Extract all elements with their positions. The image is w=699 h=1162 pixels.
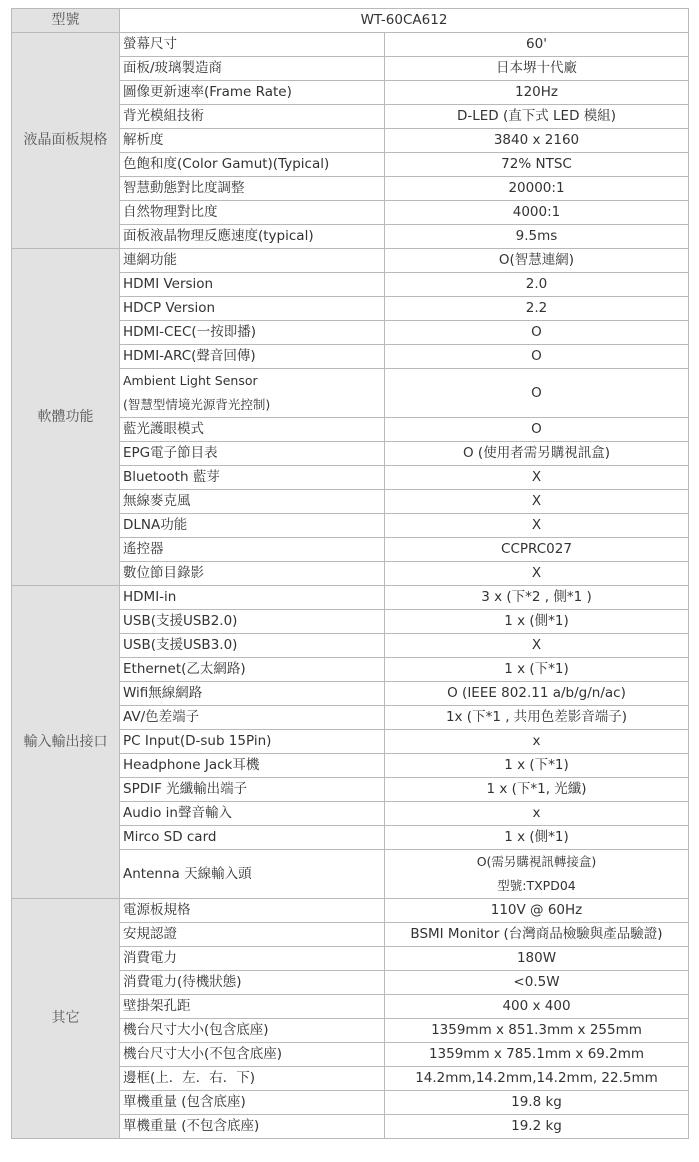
spec-value: X bbox=[385, 634, 689, 658]
spec-label bbox=[120, 369, 385, 418]
spec-label: 螢幕尺寸 bbox=[120, 33, 385, 57]
spec-row bbox=[12, 899, 689, 923]
spec-label: AV/色差端子 bbox=[120, 706, 385, 730]
spec-value: 1 x (側*1) bbox=[385, 826, 689, 850]
spec-label: 藍光護眼模式 bbox=[120, 418, 385, 442]
spec-label: Audio in聲音輸入 bbox=[120, 802, 385, 826]
spec-value: 日本堺十代廠 bbox=[385, 57, 689, 81]
spec-value: D-LED (直下式 LED 模組) bbox=[385, 105, 689, 129]
spec-value: O bbox=[385, 418, 689, 442]
spec-value: 1 x (下*1) bbox=[385, 754, 689, 778]
spec-value: 4000:1 bbox=[385, 201, 689, 225]
spec-label: HDMI-ARC(聲音回傳) bbox=[120, 345, 385, 369]
spec-value: 9.5ms bbox=[385, 225, 689, 249]
spec-value: O(智慧連網) bbox=[385, 249, 689, 273]
spec-label: 壁掛架孔距 bbox=[120, 995, 385, 1019]
spec-label: DLNA功能 bbox=[120, 514, 385, 538]
spec-value: O bbox=[385, 345, 689, 369]
model-number: WT-60CA612 bbox=[120, 9, 689, 33]
spec-label: 單機重量 (不包含底座) bbox=[120, 1115, 385, 1139]
spec-label: 邊框(上．左．右．下) bbox=[120, 1067, 385, 1091]
spec-value: X bbox=[385, 514, 689, 538]
spec-value: O bbox=[385, 369, 689, 418]
spec-label-line: Ambient Light Sensor bbox=[123, 373, 258, 388]
spec-label: Wifi無線網路 bbox=[120, 682, 385, 706]
spec-label: 自然物理對比度 bbox=[120, 201, 385, 225]
spec-table-body bbox=[12, 9, 689, 1139]
spec-value: 19.2 kg bbox=[385, 1115, 689, 1139]
spec-value: BSMI Monitor (台灣商品檢驗與產品驗證) bbox=[385, 923, 689, 947]
spec-value: 14.2mm,14.2mm,14.2mm, 22.5mm bbox=[385, 1067, 689, 1091]
spec-value: O (使用者需另購視訊盒) bbox=[385, 442, 689, 466]
spec-label: 背光模組技術 bbox=[120, 105, 385, 129]
spec-label: 無線麥克風 bbox=[120, 490, 385, 514]
spec-value: 1359mm x 851.3mm x 255mm bbox=[385, 1019, 689, 1043]
spec-row bbox=[12, 33, 689, 57]
spec-sheet bbox=[11, 8, 688, 1139]
spec-label: HDMI Version bbox=[120, 273, 385, 297]
spec-value: 1 x (下*1) bbox=[385, 658, 689, 682]
spec-value-line: O(需另購視訊轉接盒) bbox=[476, 854, 597, 869]
spec-label: Headphone Jack耳機 bbox=[120, 754, 385, 778]
spec-label: 安規認證 bbox=[120, 923, 385, 947]
spec-label: 消費電力(待機狀態) bbox=[120, 971, 385, 995]
spec-row bbox=[12, 249, 689, 273]
spec-value: O (IEEE 802.11 a/b/g/n/ac) bbox=[385, 682, 689, 706]
model-label: 型號 bbox=[12, 9, 120, 33]
spec-value: 1x (下*1 , 共用色差影音端子) bbox=[385, 706, 689, 730]
spec-label: 電源板規格 bbox=[120, 899, 385, 923]
spec-label: 智慧動態對比度調整 bbox=[120, 177, 385, 201]
spec-value-line: 型號:TXPD04 bbox=[497, 878, 576, 893]
spec-value: 19.8 kg bbox=[385, 1091, 689, 1115]
spec-label: HDCP Version bbox=[120, 297, 385, 321]
spec-value: 110V @ 60Hz bbox=[385, 899, 689, 923]
spec-value: CCPRC027 bbox=[385, 538, 689, 562]
spec-value: 2.0 bbox=[385, 273, 689, 297]
spec-label: 機台尺寸大小(包含底座) bbox=[120, 1019, 385, 1043]
spec-label: 圖像更新速率(Frame Rate) bbox=[120, 81, 385, 105]
spec-value: x bbox=[385, 730, 689, 754]
spec-label: Bluetooth 藍芽 bbox=[120, 466, 385, 490]
spec-value: 72% NTSC bbox=[385, 153, 689, 177]
spec-value: 1359mm x 785.1mm x 69.2mm bbox=[385, 1043, 689, 1067]
spec-value: 3840 x 2160 bbox=[385, 129, 689, 153]
section-category: 軟體功能 bbox=[12, 249, 120, 586]
spec-value: O bbox=[385, 321, 689, 345]
spec-label: 遙控器 bbox=[120, 538, 385, 562]
spec-label: 單機重量 (包含底座) bbox=[120, 1091, 385, 1115]
spec-label: Mirco SD card bbox=[120, 826, 385, 850]
spec-label: 消費電力 bbox=[120, 947, 385, 971]
spec-label: EPG電子節目表 bbox=[120, 442, 385, 466]
spec-table bbox=[11, 8, 689, 1139]
spec-value: 400 x 400 bbox=[385, 995, 689, 1019]
spec-value: 20000:1 bbox=[385, 177, 689, 201]
spec-label: HDMI-CEC(一按即播) bbox=[120, 321, 385, 345]
spec-label: SPDIF 光纖輸出端子 bbox=[120, 778, 385, 802]
spec-label: 機台尺寸大小(不包含底座) bbox=[120, 1043, 385, 1067]
spec-value: 120Hz bbox=[385, 81, 689, 105]
spec-value: X bbox=[385, 466, 689, 490]
header-row bbox=[12, 9, 689, 33]
spec-value: 2.2 bbox=[385, 297, 689, 321]
spec-label: 色飽和度(Color Gamut)(Typical) bbox=[120, 153, 385, 177]
spec-value: 1 x (側*1) bbox=[385, 610, 689, 634]
spec-label: 解析度 bbox=[120, 129, 385, 153]
spec-label: HDMI-in bbox=[120, 586, 385, 610]
spec-value: 3 x (下*2 , 側*1 ) bbox=[385, 586, 689, 610]
spec-label: USB(支援USB3.0) bbox=[120, 634, 385, 658]
spec-label: PC Input(D-sub 15Pin) bbox=[120, 730, 385, 754]
spec-label: Ethernet(乙太網路) bbox=[120, 658, 385, 682]
section-category: 其它 bbox=[12, 899, 120, 1139]
section-category: 液晶面板規格 bbox=[12, 33, 120, 249]
spec-value: 1 x (下*1, 光纖) bbox=[385, 778, 689, 802]
spec-label: 數位節目錄影 bbox=[120, 562, 385, 586]
spec-value bbox=[385, 850, 689, 899]
spec-value: X bbox=[385, 562, 689, 586]
section-category: 輸入輸出接口 bbox=[12, 586, 120, 899]
spec-value: 180W bbox=[385, 947, 689, 971]
spec-label: USB(支援USB2.0) bbox=[120, 610, 385, 634]
spec-value: 60' bbox=[385, 33, 689, 57]
spec-label: Antenna 天線輸入頭 bbox=[120, 850, 385, 899]
spec-value: X bbox=[385, 490, 689, 514]
spec-label: 連網功能 bbox=[120, 249, 385, 273]
spec-value: <0.5W bbox=[385, 971, 689, 995]
spec-label-line: (智慧型情境光源背光控制) bbox=[123, 397, 271, 412]
spec-label: 面板液晶物理反應速度(typical) bbox=[120, 225, 385, 249]
spec-value: x bbox=[385, 802, 689, 826]
spec-row bbox=[12, 586, 689, 610]
spec-label: 面板/玻璃製造商 bbox=[120, 57, 385, 81]
